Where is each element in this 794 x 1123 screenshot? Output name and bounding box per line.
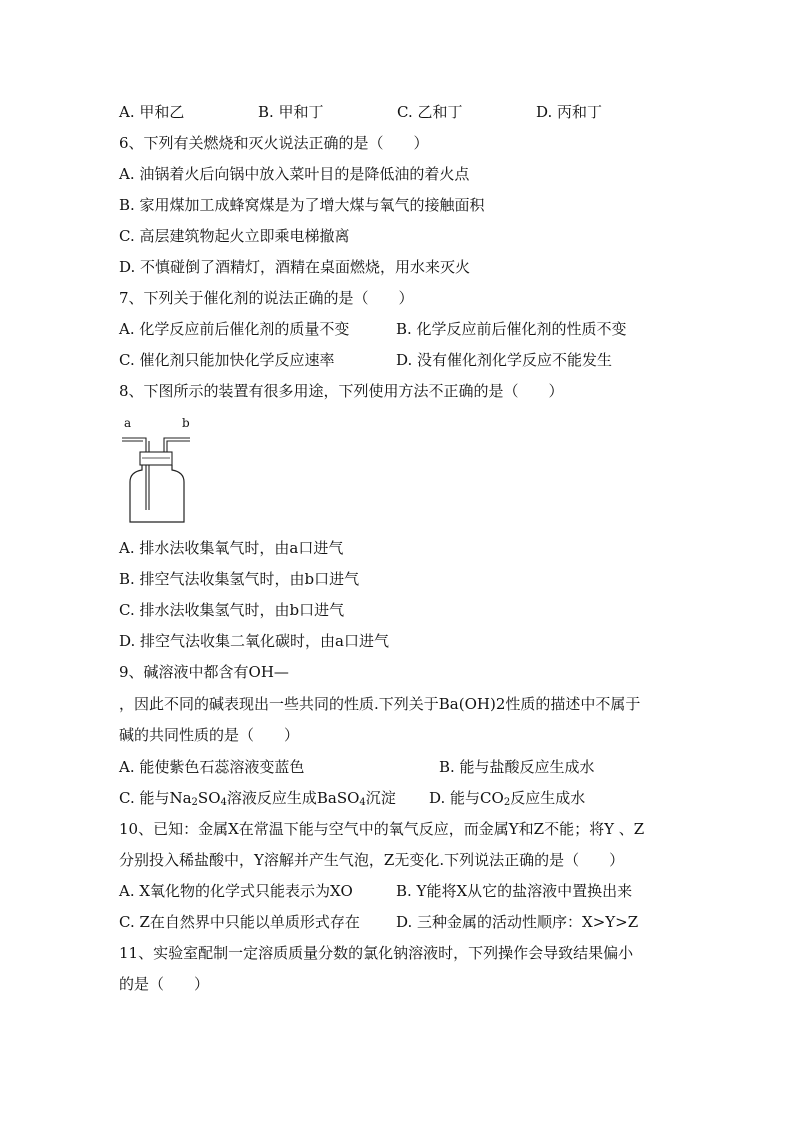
q8-option-a: A. 排水法收集氧气时，由a口进气 bbox=[119, 539, 344, 557]
q8-option-d: D. 排空气法收集二氧化碳时，由a口进气 bbox=[119, 632, 389, 650]
q6-stem: 6、下列有关燃烧和灭火说法正确的是（ ） bbox=[119, 134, 429, 152]
q7-option-b: B. 化学反应前后催化剂的性质不变 bbox=[396, 320, 627, 338]
q7-stem: 7、下列关于催化剂的说法正确的是（ ） bbox=[119, 289, 414, 307]
q7-options-row-1 bbox=[119, 319, 627, 339]
q6-option-c: C. 高层建筑物起火立即乘电梯撤离 bbox=[119, 227, 350, 245]
q11-stem-line-1: 11、实验室配制一定溶质质量分数的氯化钠溶液时，下列操作会导致结果偏小 bbox=[119, 944, 634, 962]
q8-option-b: B. 排空气法收集氢气时，由b口进气 bbox=[119, 570, 360, 588]
q8-stem: 8、下图所示的装置有很多用途，下列使用方法不正确的是（ ） bbox=[119, 382, 564, 400]
q5-options-row bbox=[119, 102, 602, 122]
q9-option-a: A. 能使紫色石蕊溶液变蓝色 bbox=[119, 758, 305, 776]
q10-stem-line-1: 10、已知：金属X在常温下能与空气中的氧气反应，而金属Y和Z不能；将Y 、Z bbox=[119, 820, 645, 838]
q9-stem-line-2: ，因此不同的碱表现出一些共同的性质.下列关于Ba(OH)2性质的描述中不属于 bbox=[119, 695, 641, 713]
q10-option-d: D. 三种金属的活动性顺序：X>Y>Z bbox=[396, 913, 639, 931]
q7-option-d: D. 没有催化剂化学反应不能发生 bbox=[396, 351, 613, 369]
q9-option-c: C. 能与$Na_2SO_4$溶液反应生成BaSO$_4$沉淀 bbox=[119, 789, 396, 808]
q8-option-c: C. 排水法收集氢气时，由b口进气 bbox=[119, 601, 345, 619]
q10-options-row-2 bbox=[119, 912, 638, 932]
q9-option-d: D. 能与$CO_2$反应生成水 bbox=[429, 789, 586, 808]
q5-option-b: B. 甲和丁 bbox=[258, 103, 324, 121]
q6-option-b: B. 家用煤加工成蜂窝煤是为了增大煤与氧气的接触面积 bbox=[119, 196, 485, 214]
q9-stem-line-1: 9、碱溶液中都含有OH— bbox=[119, 663, 289, 681]
q10-option-c: C. Z在自然界中只能以单质形式存在 bbox=[119, 913, 360, 931]
q5-option-c: C. 乙和丁 bbox=[397, 103, 463, 121]
q6-option-d: D. 不慎碰倒了酒精灯，酒精在桌面燃烧，用水来灭火 bbox=[119, 258, 471, 276]
q5-option-a: A. 甲和乙 bbox=[119, 103, 185, 121]
q10-stem-line-2: 分别投入稀盐酸中，Y溶解并产生气泡，Z无变化.下列说法正确的是（ ） bbox=[119, 851, 625, 869]
gas-bottle-diagram bbox=[120, 414, 200, 526]
label-a: a bbox=[124, 416, 132, 430]
label-b: b bbox=[182, 416, 190, 430]
q7-option-c: C. 催化剂只能加快化学反应速率 bbox=[119, 351, 335, 369]
q9-options-row-2 bbox=[119, 788, 585, 808]
q9-stem-line-3: 碱的共同性质的是（ ） bbox=[119, 726, 300, 744]
q9-options-row-1 bbox=[119, 757, 595, 777]
gas-bottle-figure bbox=[120, 414, 200, 526]
q10-option-b: B. Y能将X从它的盐溶液中置换出来 bbox=[396, 882, 633, 900]
q10-option-a: A. X氧化物的化学式只能表示为XO bbox=[119, 882, 353, 900]
q5-option-d: D. 丙和丁 bbox=[536, 103, 603, 121]
q7-option-a: A. 化学反应前后催化剂的质量不变 bbox=[119, 320, 350, 338]
q9-option-b: B. 能与盐酸反应生成水 bbox=[439, 758, 595, 776]
q10-options-row-1 bbox=[119, 881, 632, 901]
q7-options-row-2 bbox=[119, 350, 612, 370]
q11-stem-line-2: 的是（ ） bbox=[119, 975, 210, 993]
q6-option-a: A. 油锅着火后向锅中放入菜叶目的是降低油的着火点 bbox=[119, 165, 470, 183]
